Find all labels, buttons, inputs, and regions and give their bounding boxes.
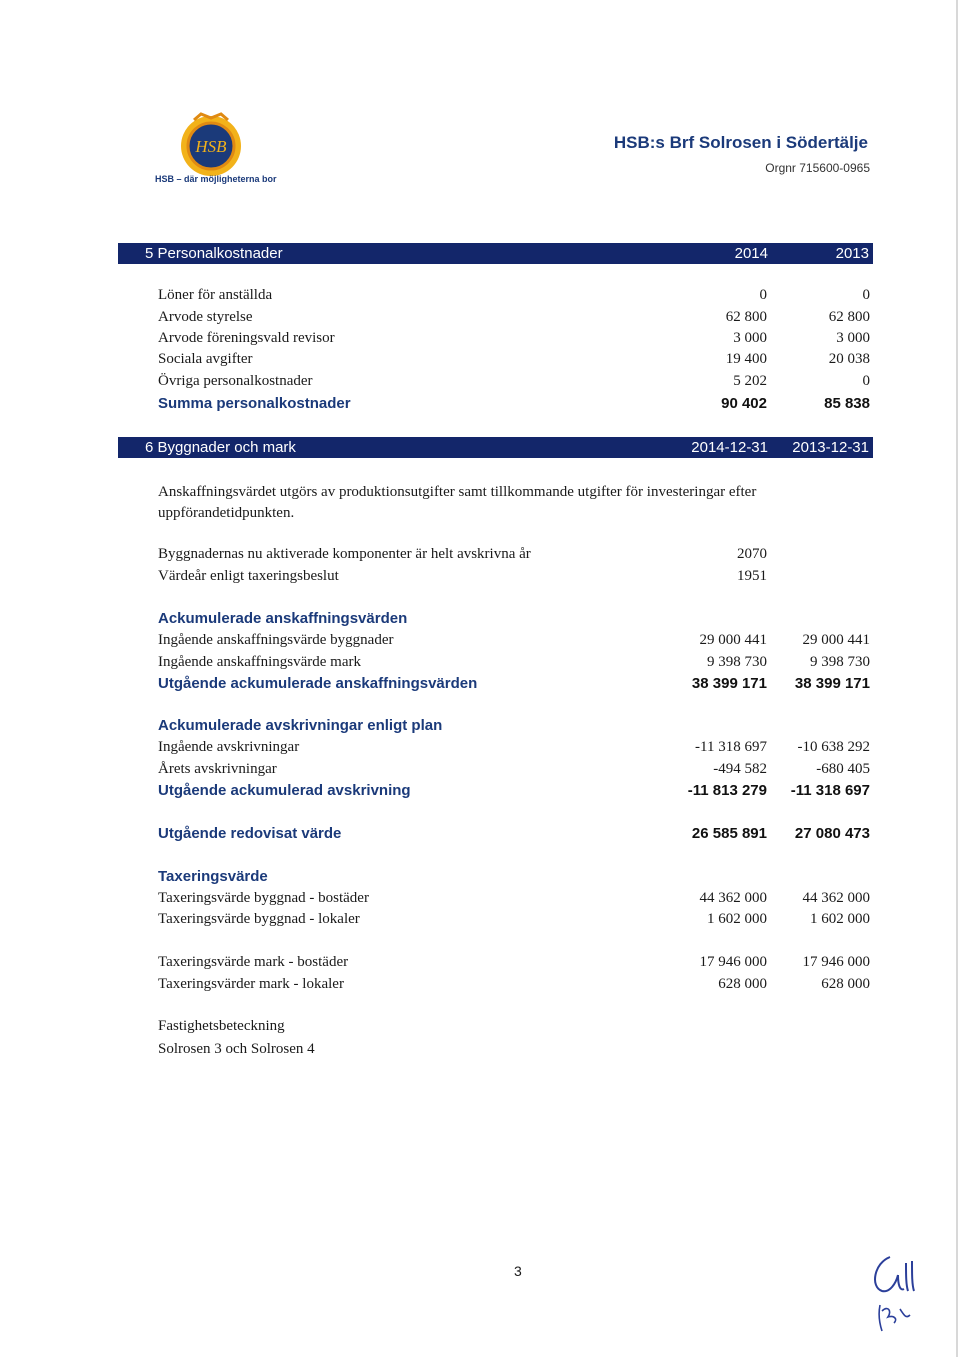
table-row: Taxeringsvärde byggnad - bostäder 44 362 000 44 362 000 — [158, 890, 870, 906]
property-label: Fastighetsbeteckning — [158, 1018, 285, 1034]
signature-initials — [860, 1245, 930, 1335]
table-row: Arvode föreningsvald revisor 3 000 3 000 — [158, 330, 870, 346]
svg-text:HSB: HSB — [195, 137, 227, 156]
intro-paragraph: Anskaffningsvärdet utgörs av produktionsutgifter samt tillkommande utgifter för investeringar efter uppförandetidpunkten. — [158, 484, 757, 521]
note-5-header — [118, 243, 873, 264]
hsb-logo — [176, 110, 246, 180]
table-row: Övriga personalkostnader 5 202 0 — [158, 373, 870, 389]
table-row: Taxeringsvärder mark - lokaler 628 000 628 000 — [158, 976, 870, 992]
property-value: Solrosen 3 och Solrosen 4 — [158, 1041, 315, 1057]
book-value-row: Utgående redovisat värde 26 585 891 27 080 473 — [158, 825, 870, 842]
total-row: Utgående ackumulerade anskaffningsvärden 38 399 171 38 399 171 — [158, 675, 870, 692]
organization-number: Orgnr 715600-0965 — [765, 161, 870, 175]
table-row: Ingående anskaffningsvärde byggnader 29 000 441 29 000 441 — [158, 632, 870, 648]
tax-heading: Taxeringsvärde — [158, 868, 268, 885]
organization-name: HSB:s Brf Solrosen i Södertälje — [613, 133, 868, 152]
total-row: Utgående ackumulerad avskrivning -11 813 279 -11 318 697 — [158, 782, 870, 799]
table-row: Löner för anställda 0 0 — [158, 287, 870, 303]
note-5-title: 5 Personalkostnader — [145, 245, 283, 262]
col-2013: 2013 — [835, 245, 869, 262]
col-2013-12-31: 2013-12-31 — [792, 439, 869, 456]
col-2014: 2014 — [734, 245, 768, 262]
table-row: Arvode styrelse 62 800 62 800 — [158, 309, 870, 325]
note-6-header — [118, 437, 873, 458]
info-row: Byggnadernas nu aktiverade komponenter är helt avskrivna år 2070 — [158, 546, 767, 562]
total-row: Summa personalkostnader 90 402 85 838 — [158, 395, 870, 412]
acq-heading: Ackumulerade anskaffningsvärden — [158, 610, 408, 627]
page-edge — [956, 0, 958, 1357]
note-6-title: 6 Byggnader och mark — [145, 439, 296, 456]
dep-heading: Ackumulerade avskrivningar enligt plan — [158, 717, 443, 734]
page-number: 3 — [514, 1263, 522, 1279]
table-row: Ingående anskaffningsvärde mark 9 398 730 9 398 730 — [158, 654, 870, 670]
tagline: HSB – där möjligheterna bor — [155, 174, 277, 184]
table-row: Taxeringsvärde byggnad - lokaler 1 602 000 1 602 000 — [158, 911, 870, 927]
table-row: Årets avskrivningar -494 582 -680 405 — [158, 761, 870, 777]
info-row: Värdeår enligt taxeringsbeslut 1951 — [158, 568, 767, 584]
col-2014-12-31: 2014-12-31 — [691, 439, 768, 456]
table-row: Sociala avgifter 19 400 20 038 — [158, 351, 870, 367]
table-row: Ingående avskrivningar -11 318 697 -10 638 292 — [158, 739, 870, 755]
table-row: Taxeringsvärde mark - bostäder 17 946 000 17 946 000 — [158, 954, 870, 970]
